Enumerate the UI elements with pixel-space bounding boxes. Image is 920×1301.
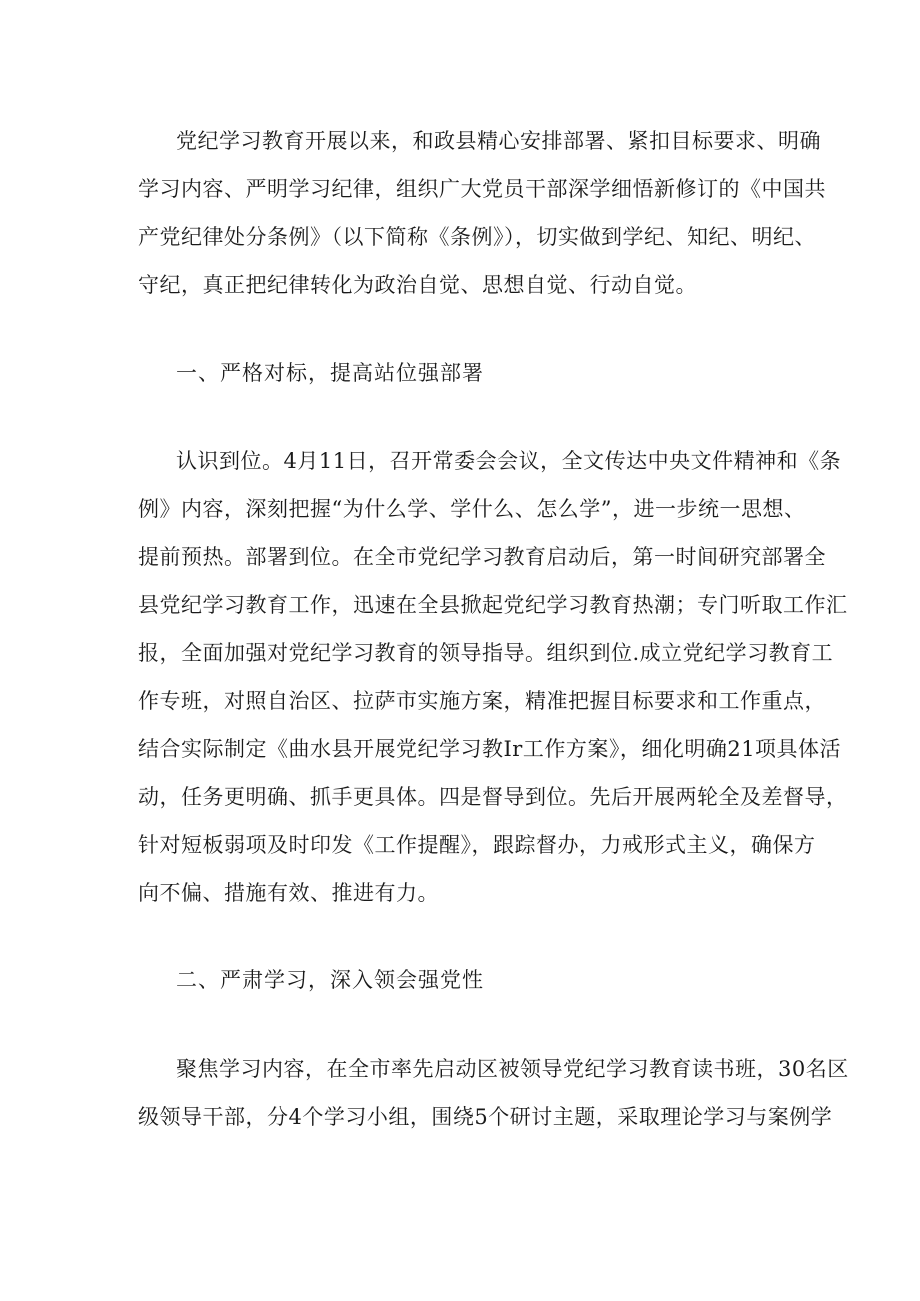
section-1-line-9: 针对短板弱项及时印发《工作提醒》，跟踪督办，力戒形式主义，确保方 bbox=[138, 833, 816, 857]
paragraph-1-line-4: 守纪，真正把纪律转化为政治自觉、思想自觉、行动自觉。 bbox=[138, 273, 697, 297]
section-2-heading: 二、严肃学习，深入领会强党性 bbox=[176, 968, 484, 992]
section-1-line-10: 向不偏、措施有效、推进有力。 bbox=[138, 881, 439, 905]
section-1-line-3: 提前预热。部署到位。在全市党纪学习教育启动后，第一时间研究部署全 bbox=[138, 545, 826, 569]
section-1-line-1: 认识到位。4月11日，召开常委会会议，全文传达中央文件精神和《条 bbox=[176, 449, 842, 473]
section-1-line-5: 报，全面加强对党纪学习教育的领导指导。组织到位.成立党纪学习教育工 bbox=[138, 641, 834, 665]
section-1-heading: 一、严格对标，提高站位强部署 bbox=[176, 361, 484, 385]
section-2-line-2: 级领导干部，分4个学习小组，围绕5个研讨主题，采取理论学习与案例学 bbox=[138, 1105, 833, 1129]
section-1-line-8: 动，任务更明确、抓手更具体。四是督导到位。先后开展两轮全及差督导， bbox=[138, 785, 848, 809]
section-1-line-4: 县党纪学习教育工作，迅速在全县掀起党纪学习教育热潮；专门听取工作汇 bbox=[138, 593, 848, 617]
section-1-line-7: 结合实际制定《曲水县开展党纪学习教Ir工作方案》，细化明确21项具体活 bbox=[138, 737, 842, 761]
paragraph-1-line-3: 产党纪律处分条例》（以下简称《条例》），切实做到学纪、知纪、明纪、 bbox=[138, 225, 816, 249]
paragraph-1-line-1: 党纪学习教育开展以来，和政县精心安排部署、紧扣目标要求、明确 bbox=[176, 129, 821, 153]
paragraph-1-line-2: 学习内容、严明学习纪律，组织广大党员干部深学细悟新修订的《中国共 bbox=[138, 177, 826, 201]
section-2-line-1: 聚焦学习内容，在全市率先启动区被领导党纪学习教育读书班，30名区 bbox=[176, 1057, 849, 1081]
section-1-line-2: 例》内容，深刻把握“为什么学、学什么、怎么学”，进一步统一思想、 bbox=[138, 497, 806, 521]
section-1-line-6: 作专班，对照自治区、拉萨市实施方案，精准把握目标要求和工作重点， bbox=[138, 689, 826, 713]
